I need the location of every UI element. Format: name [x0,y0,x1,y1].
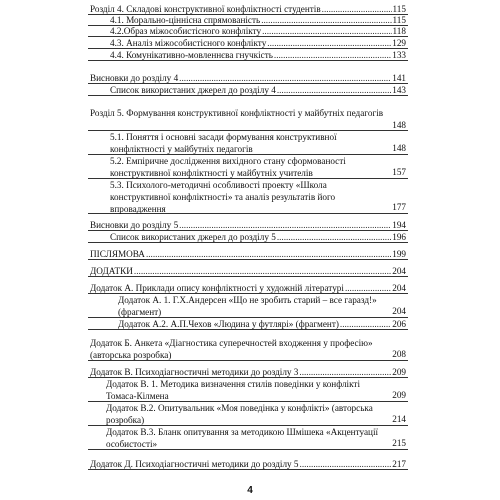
toc-entry-page: 118 [392,26,406,36]
toc-entry-title: Додаток А. 1. Г.Х.Андерсен «Що не зробить старий – все гаразд!» (фрагмент) [118,295,377,317]
toc-entry-page: 133 [392,50,406,60]
dot-leader [262,25,391,37]
toc-entry-title: Список використаних джерел до розділу 5 [110,232,276,242]
toc-entry[interactable] [88,179,408,214]
toc-entry-page: 204 [392,306,406,316]
toc-entry[interactable] [88,49,408,61]
toc-entry-title: Додаток В.2. Опитувальник «Моя поведінка у конфлікті» (авторська розробка) [106,403,373,425]
toc-entry[interactable] [88,84,408,96]
toc-entry-title: 4.3. Аналіз міжособистісного конфлікту [110,38,267,48]
dot-leader [340,318,391,330]
toc-entry-title: ПІСЛЯМОВА [90,249,145,259]
toc-entry-title: Додаток А. Приклади опису конфліктності у художній літературі [90,283,344,293]
dot-leader [277,231,391,243]
toc-entry-title: Розділ 4. Складові конструктивної конфліктності студентів [90,4,321,14]
toc-entry-page: 206 [392,319,406,329]
toc-entry-title: Розділ 5. Формування конструктивної конфліктності у майбутніх педагогів [90,108,384,118]
toc-entry-page: 194 [392,220,406,230]
toc-entry-title: Додаток В.3. Бланк опитування за методикою Шмішека «Акцентуації особистості» [106,427,379,449]
toc-entry[interactable] [88,402,408,426]
toc-entry-title: ДОДАТКИ [90,266,133,276]
toc-entry-page: 204 [392,283,406,293]
dot-leader [179,72,391,84]
toc-entry-title: Додаток Д. Психодіагностичні методики до розділу 5 [90,459,299,469]
toc-entry[interactable] [88,72,408,84]
toc-entry-page: 115 [392,15,406,25]
dot-leader [134,265,391,277]
dot-leader [299,366,391,378]
toc-entry-page: 196 [392,232,406,242]
toc-entry-page: 148 [392,143,406,153]
toc-entry[interactable] [88,26,408,37]
dot-leader [345,282,391,294]
toc-entry-title: Додаток В. 1. Методика визначення стилів поведінки у конфлікті Томаса-Кілмена [106,379,360,401]
toc-entry-page: 217 [392,459,406,469]
dot-leader [274,49,391,61]
toc-entry[interactable] [88,366,408,378]
toc-entry-page: 209 [392,367,406,377]
toc-entry[interactable] [88,155,408,179]
toc-entry-title: 5.2. Емпіричне дослідження вихідного стану сформованості конструктивної конфліктності у майбутніх учителів [110,156,346,178]
toc-entry-title: 5.3. Психолого-методичні особливості проекту «Школа конструктивної конфліктності» та аналіз результатів його впровадження [110,180,336,214]
toc-entry-title: Додаток В. Психодіагностичні методики до розділу 3 [90,367,299,377]
dot-leader [146,248,391,260]
toc-entry-title: Висновки до розділу 5 [90,220,179,230]
dot-leader [277,84,391,96]
toc-entry-title: 4.4. Комунікативно-мовленнєва гнучкість [110,50,273,60]
toc-entry-page: 143 [392,85,406,95]
toc-entry[interactable] [88,378,408,402]
toc-entry-title: Додаток Б. Анкета «Діагностика суперечностей входження у професію» (авторська розробка) [90,338,373,360]
toc-entry[interactable] [88,131,408,155]
toc-entry[interactable] [88,337,408,361]
dot-leader [300,458,392,470]
toc-entry[interactable] [88,458,408,470]
toc-entry-title: 4.2.Образ міжособистісного конфлікту [110,26,262,36]
toc-entry-page: 177 [392,202,406,212]
toc-entry-page: 214 [392,414,406,424]
toc-entry[interactable] [88,107,408,131]
toc-entry-page: 157 [392,167,406,177]
toc-entry-page: 129 [392,38,406,48]
toc-entry-page: 141 [392,73,406,83]
toc-entry-page: 208 [392,349,406,359]
toc-entry-page: 209 [392,390,406,400]
toc-entry[interactable] [88,231,408,243]
toc-entry-title: Додаток А.2. А.П.Чехов «Людина у футлярі» (фрагмент) [118,319,339,329]
toc-entry-page: 199 [392,249,406,259]
toc-entry[interactable] [88,219,408,231]
toc-entry-title: 4.1. Морально-ціннісна спрямованість [110,15,261,25]
toc-entry[interactable] [88,426,408,450]
toc-entry-page: 215 [392,438,406,448]
toc-entry[interactable] [88,318,408,330]
toc-entry-page: 204 [392,266,406,276]
page-number: 4 [247,485,253,496]
toc-entry-title: Список використаних джерел до розділу 4 [110,85,276,95]
dot-leader [179,219,391,231]
toc-entry-page: 115 [392,4,406,14]
toc-entry[interactable] [88,37,408,49]
toc-entry[interactable] [88,265,408,277]
toc-entry-title: Висновки до розділу 4 [90,73,179,83]
toc-entry[interactable] [88,248,408,260]
toc-entry-title: 5.1. Поняття і основні засади формування конструктивної конфліктності у майбутніх педагогів [110,132,337,154]
toc-entry[interactable] [88,294,408,318]
dot-leader [267,37,391,49]
toc-entry[interactable] [88,282,408,294]
toc-entry-page: 148 [392,120,406,130]
